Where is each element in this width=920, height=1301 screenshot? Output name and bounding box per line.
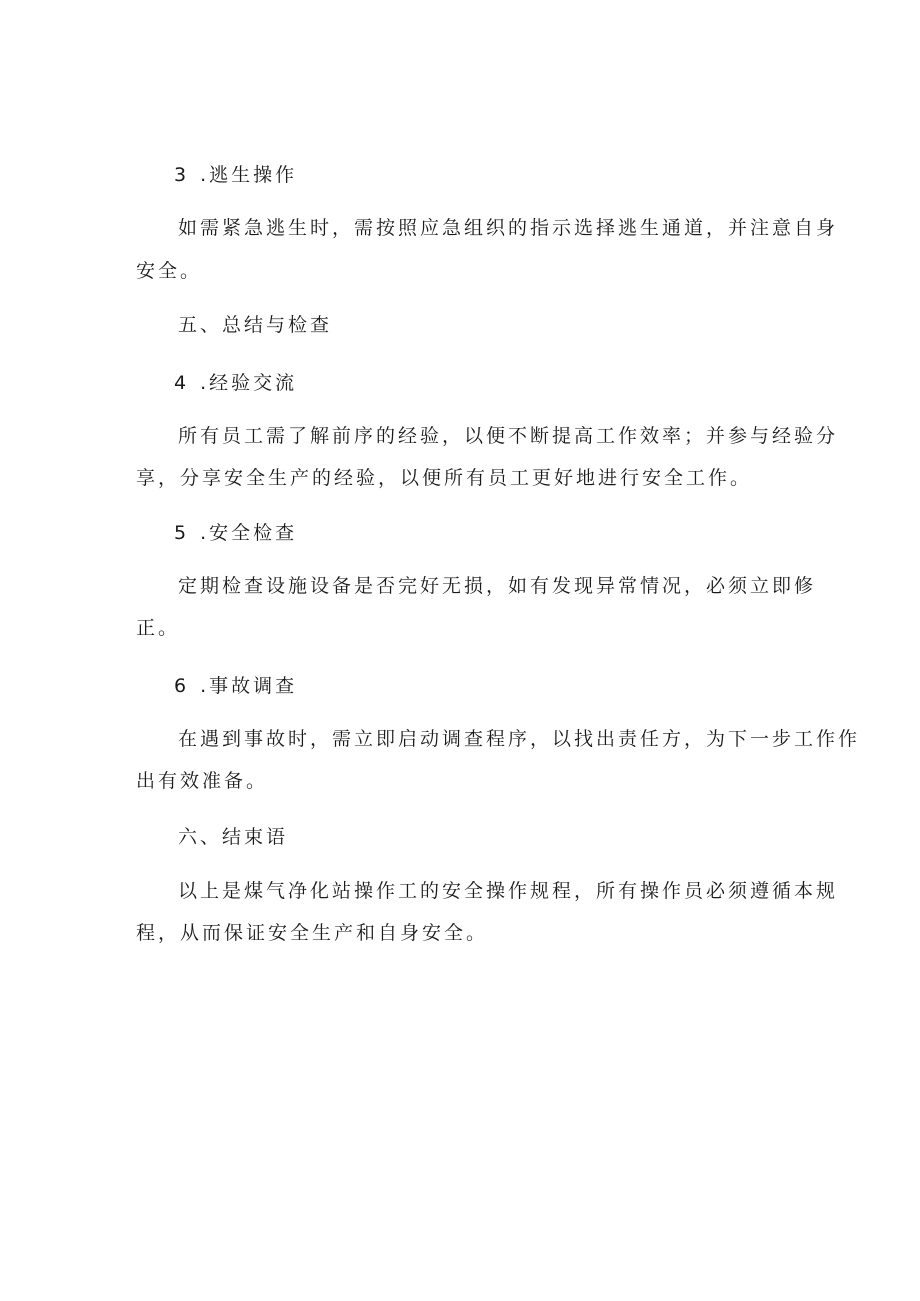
heading-text: .逃生操作: [200, 164, 298, 186]
heading-number: 3: [174, 164, 187, 186]
paragraph-line: 享，分享安全生产的经验，以便所有员工更好地进行安全工作。: [136, 467, 753, 489]
section-heading-3: [174, 163, 297, 187]
paragraph-line: 出有效准备。: [136, 770, 269, 792]
heading-text: .经验交流: [200, 372, 298, 394]
heading-number: 5: [174, 522, 187, 544]
section-heading-4: [174, 371, 297, 395]
paragraph-line: 如需紧急逃生时，需按照应急组织的指示选择逃生通道，并注意自身: [178, 217, 839, 239]
heading-text: .事故调查: [200, 675, 298, 697]
paragraph-line: 所有员工需了解前序的经验，以便不断提高工作效率；并参与经验分: [178, 425, 839, 447]
heading-number: 6: [174, 675, 187, 697]
section-heading-5: [174, 521, 297, 545]
heading-number: 4: [174, 372, 187, 394]
section-heading-6: [174, 674, 297, 698]
paragraph-line: 在遇到事故时，需立即启动调查程序，以找出责任方，为下一步工作作: [178, 728, 861, 750]
chapter-heading-five: 五、总结与检查: [178, 314, 333, 336]
paragraph-line: 程，从而保证安全生产和自身安全。: [136, 922, 489, 944]
paragraph-line: 以上是煤气净化站操作工的安全操作规程，所有操作员必须遵循本规: [178, 880, 839, 902]
paragraph-line: 安全。: [136, 260, 203, 282]
chapter-heading-six: 六、结束语: [178, 826, 289, 848]
paragraph-line: 定期检查设施设备是否完好无损，如有发现异常情况，必须立即修: [178, 575, 817, 597]
paragraph-line: 正。: [136, 617, 181, 639]
heading-text: .安全检查: [200, 522, 298, 544]
